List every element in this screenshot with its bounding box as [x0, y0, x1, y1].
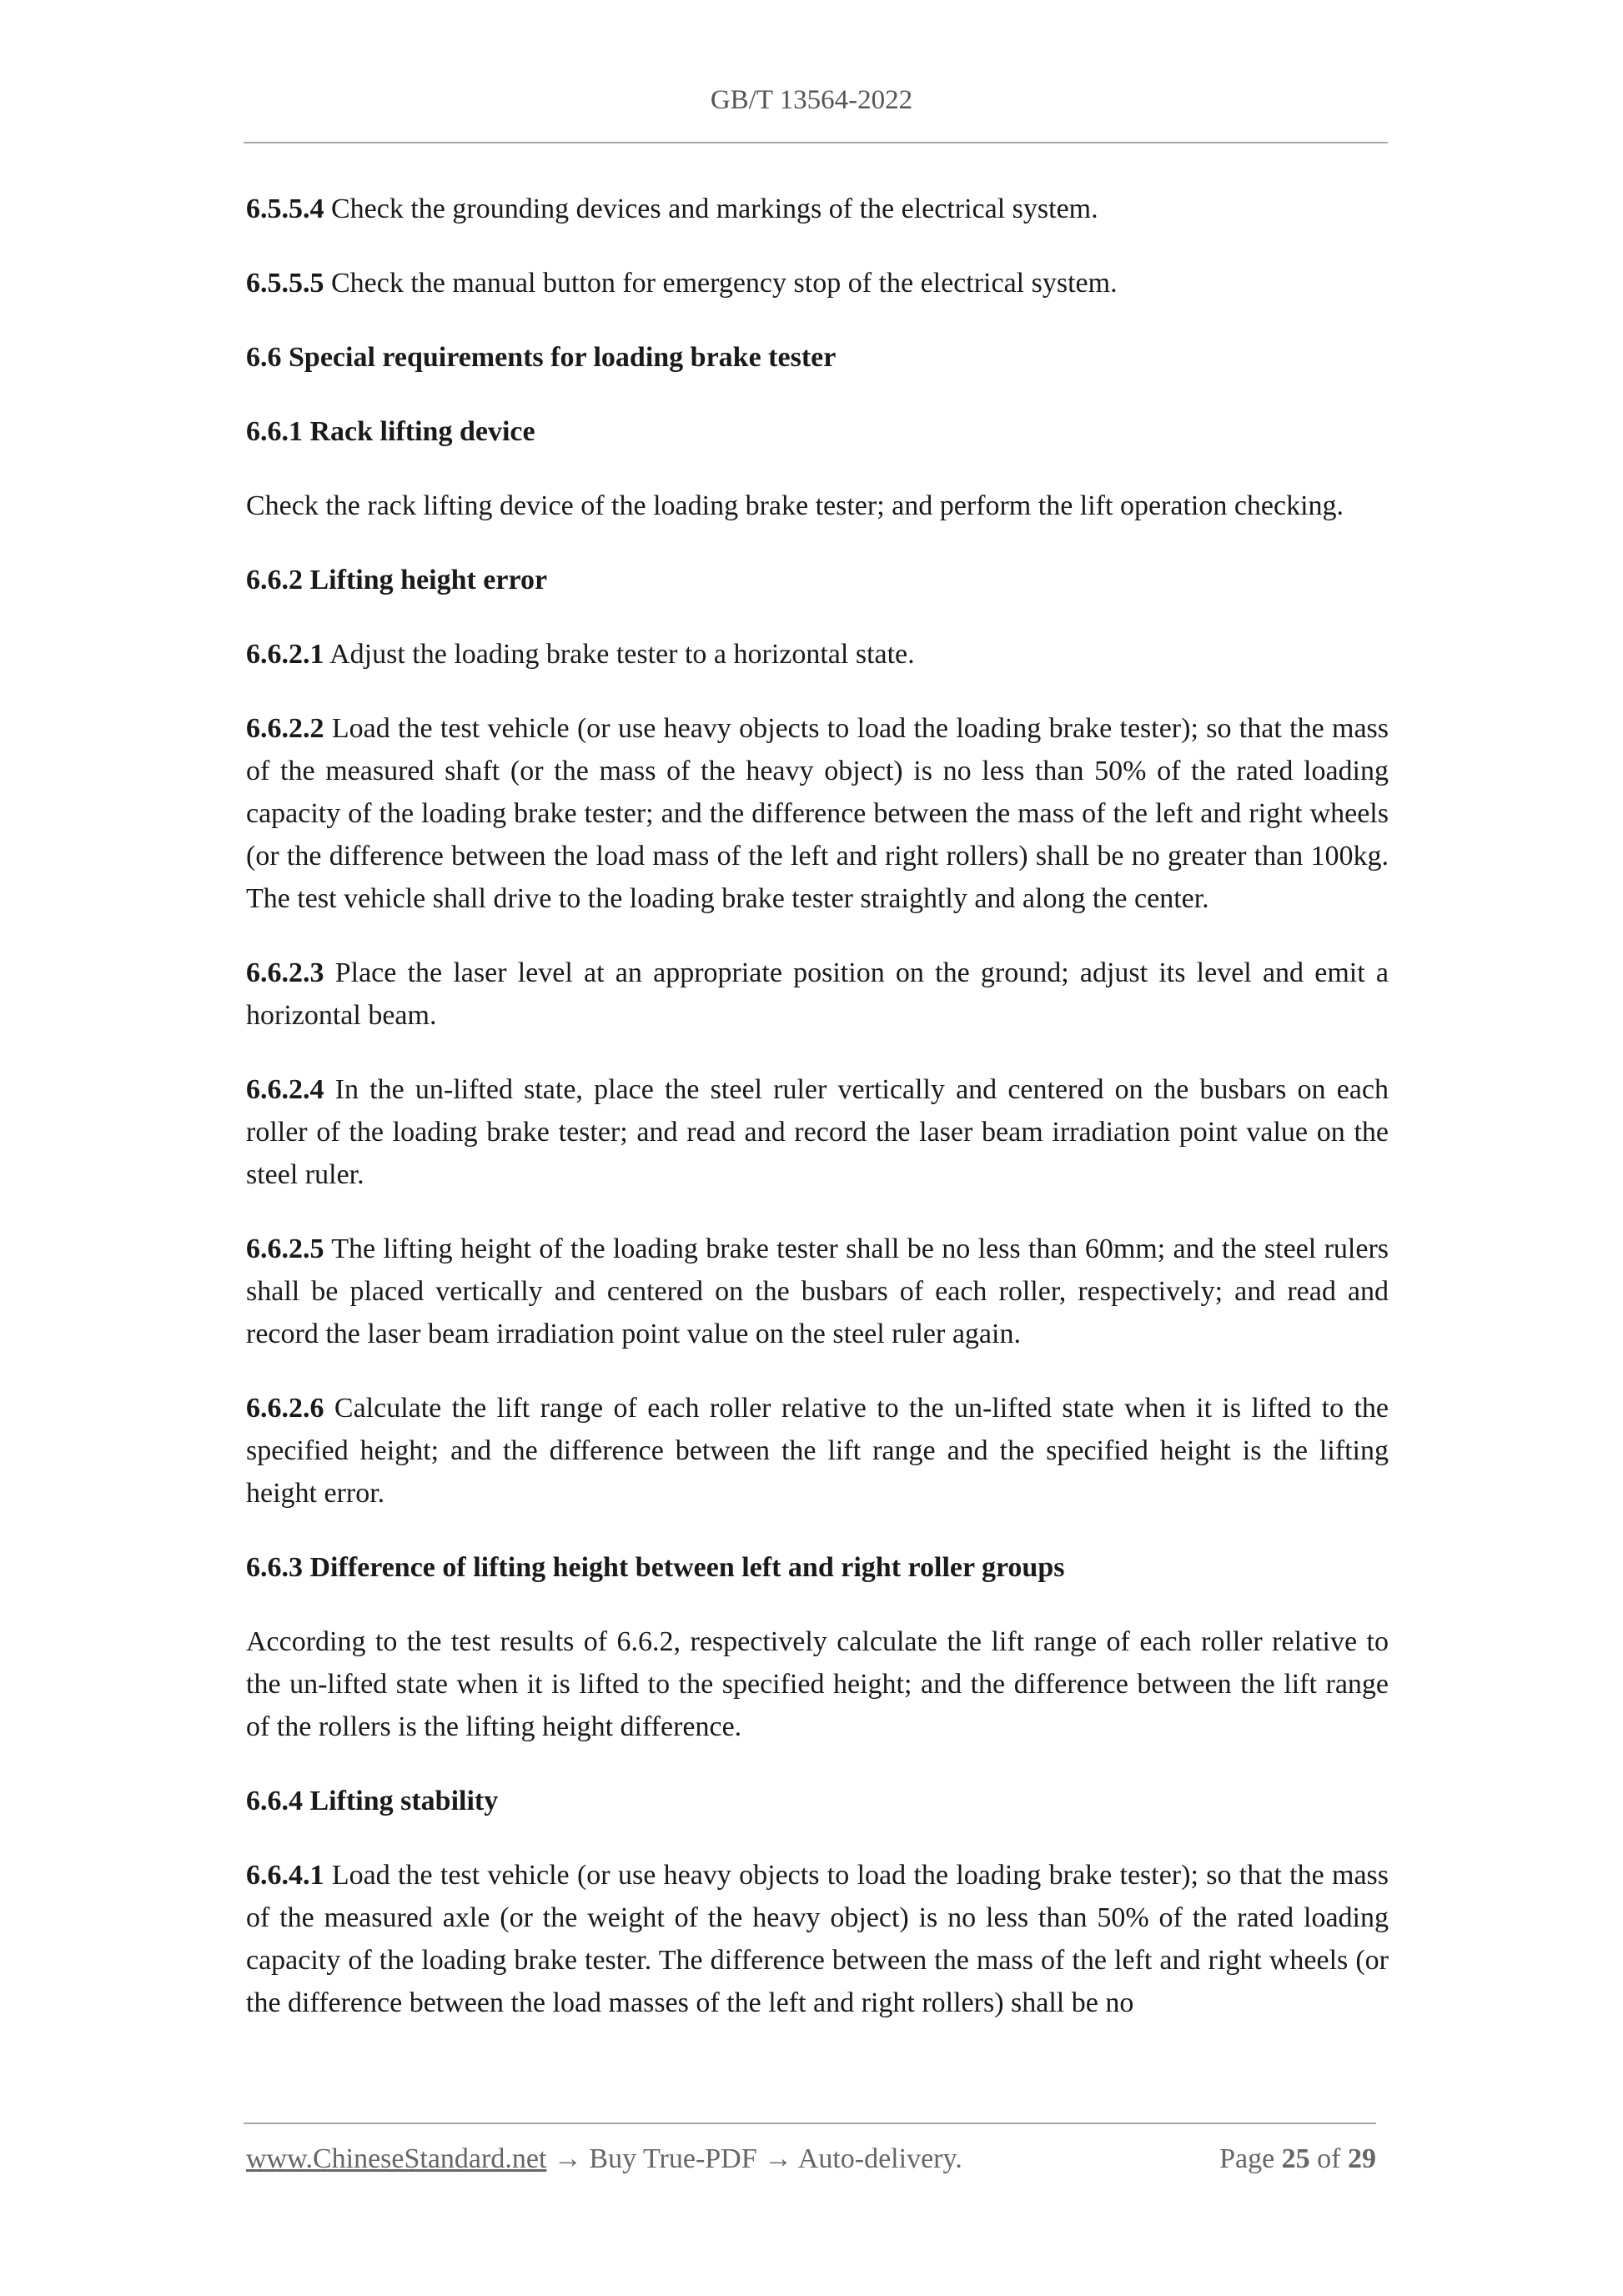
clause-number: 6.6.2.1	[246, 639, 324, 670]
footer-promo	[246, 2143, 962, 2175]
page-total: 29	[1348, 2143, 1376, 2174]
chinesestandard-link[interactable]: www.ChineseStandard.net	[246, 2143, 547, 2174]
page-label: Page	[1219, 2143, 1275, 2174]
paragraph	[246, 1228, 1389, 1355]
paragraph	[246, 188, 1389, 230]
auto-delivery-text: Auto-delivery.	[797, 2143, 962, 2174]
paragraph	[246, 707, 1389, 920]
document-body	[246, 188, 1389, 2056]
paragraph	[246, 952, 1389, 1037]
page-header-title: GB/T 13564-2022	[710, 85, 913, 115]
clause-number: 6.5.5.4	[246, 193, 324, 224]
section-heading: 6.6 Special requirements for loading brake tester	[246, 342, 837, 373]
page-number	[1219, 2143, 1376, 2175]
arrow-right-icon: →	[553, 2143, 582, 2174]
paragraph-text: Check the manual button for emergency stop of the electrical system.	[331, 268, 1118, 299]
section-heading: 6.6.2 Lifting height error	[246, 565, 548, 595]
clause-number: 6.5.5.5	[246, 268, 324, 299]
paragraph	[246, 1068, 1389, 1196]
section-heading: 6.6.4 Lifting stability	[246, 1786, 499, 1816]
paragraph-text: According to the test results of 6.6.2, respectively calculate the lift range of each roller relative to the un-lifted state when it is lifted to the specified height; and the difference between the lift range of the rollers is the lifting height difference.	[246, 1626, 1389, 1742]
paragraph-text: Adjust the loading brake tester to a horizontal state.	[329, 639, 915, 670]
paragraph-text: The lifting height of the loading brake tester shall be no less than 60mm; and the steel rulers shall be placed vertically and centered on the busbars of each roller, respectively; and read and record the laser beam irradiation point value on the steel ruler again.	[246, 1233, 1389, 1349]
clause-number: 6.6.2.2	[246, 713, 324, 744]
paragraph-text: Place the laser level at an appropriate position on the ground; adjust its level and emit a horizontal beam.	[246, 957, 1389, 1031]
paragraph-text: Load the test vehicle (or use heavy objects to load the loading brake tester); so that the mass of the measured shaft (or the mass of the heavy object) is no less than 50% of the rated loading capacity of the loading brake tester; and the difference between the mass of the left and right wheels (or the difference between the load mass of the left and right rollers) shall be no greater than 100kg. The test vehicle shall drive to the loading brake tester straightly and along the center.	[246, 713, 1389, 914]
buy-true-pdf-text: Buy True-PDF	[589, 2143, 757, 2174]
paragraph	[246, 262, 1389, 304]
of-label: of	[1317, 2143, 1341, 2174]
page-current: 25	[1281, 2143, 1310, 2174]
arrow-right-icon: →	[764, 2143, 793, 2174]
footer-divider	[244, 2123, 1376, 2124]
paragraph	[246, 1854, 1389, 2024]
paragraph	[246, 485, 1389, 527]
clause-number: 6.6.4.1	[246, 1860, 324, 1891]
clause-number: 6.6.2.5	[246, 1233, 324, 1264]
section-heading: 6.6.1 Rack lifting device	[246, 416, 535, 447]
paragraph	[246, 1620, 1389, 1748]
paragraph-text: Check the rack lifting device of the loading brake tester; and perform the lift operation checking.	[246, 490, 1344, 521]
clause-number: 6.6.2.4	[246, 1074, 324, 1105]
clause-number: 6.6.2.3	[246, 957, 324, 988]
paragraph-text: In the un-lifted state, place the steel ruler vertically and centered on the busbars on each roller of the loading brake tester; and read and record the laser beam irradiation point value on the steel ruler.	[246, 1074, 1389, 1190]
header-divider	[244, 142, 1388, 143]
paragraph-text: Check the grounding devices and markings of the electrical system.	[331, 193, 1098, 224]
clause-number: 6.6.2.6	[246, 1393, 324, 1424]
paragraph	[246, 633, 1389, 676]
paragraph	[246, 1387, 1389, 1515]
paragraph-text: Calculate the lift range of each roller relative to the un-lifted state when it is lifted to the specified height; and the difference between the lift range and the specified height is the lifting height error.	[246, 1393, 1389, 1509]
paragraph-text: Load the test vehicle (or use heavy objects to load the loading brake tester); so that the mass of the measured axle (or the weight of the heavy object) is no less than 50% of the rated loading capacity of the loading brake tester. The difference between the mass of the left and right wheels (or the difference between the load masses of the left and right rollers) shall be no	[246, 1860, 1389, 2018]
section-heading: 6.6.3 Difference of lifting height between left and right roller groups	[246, 1552, 1065, 1583]
